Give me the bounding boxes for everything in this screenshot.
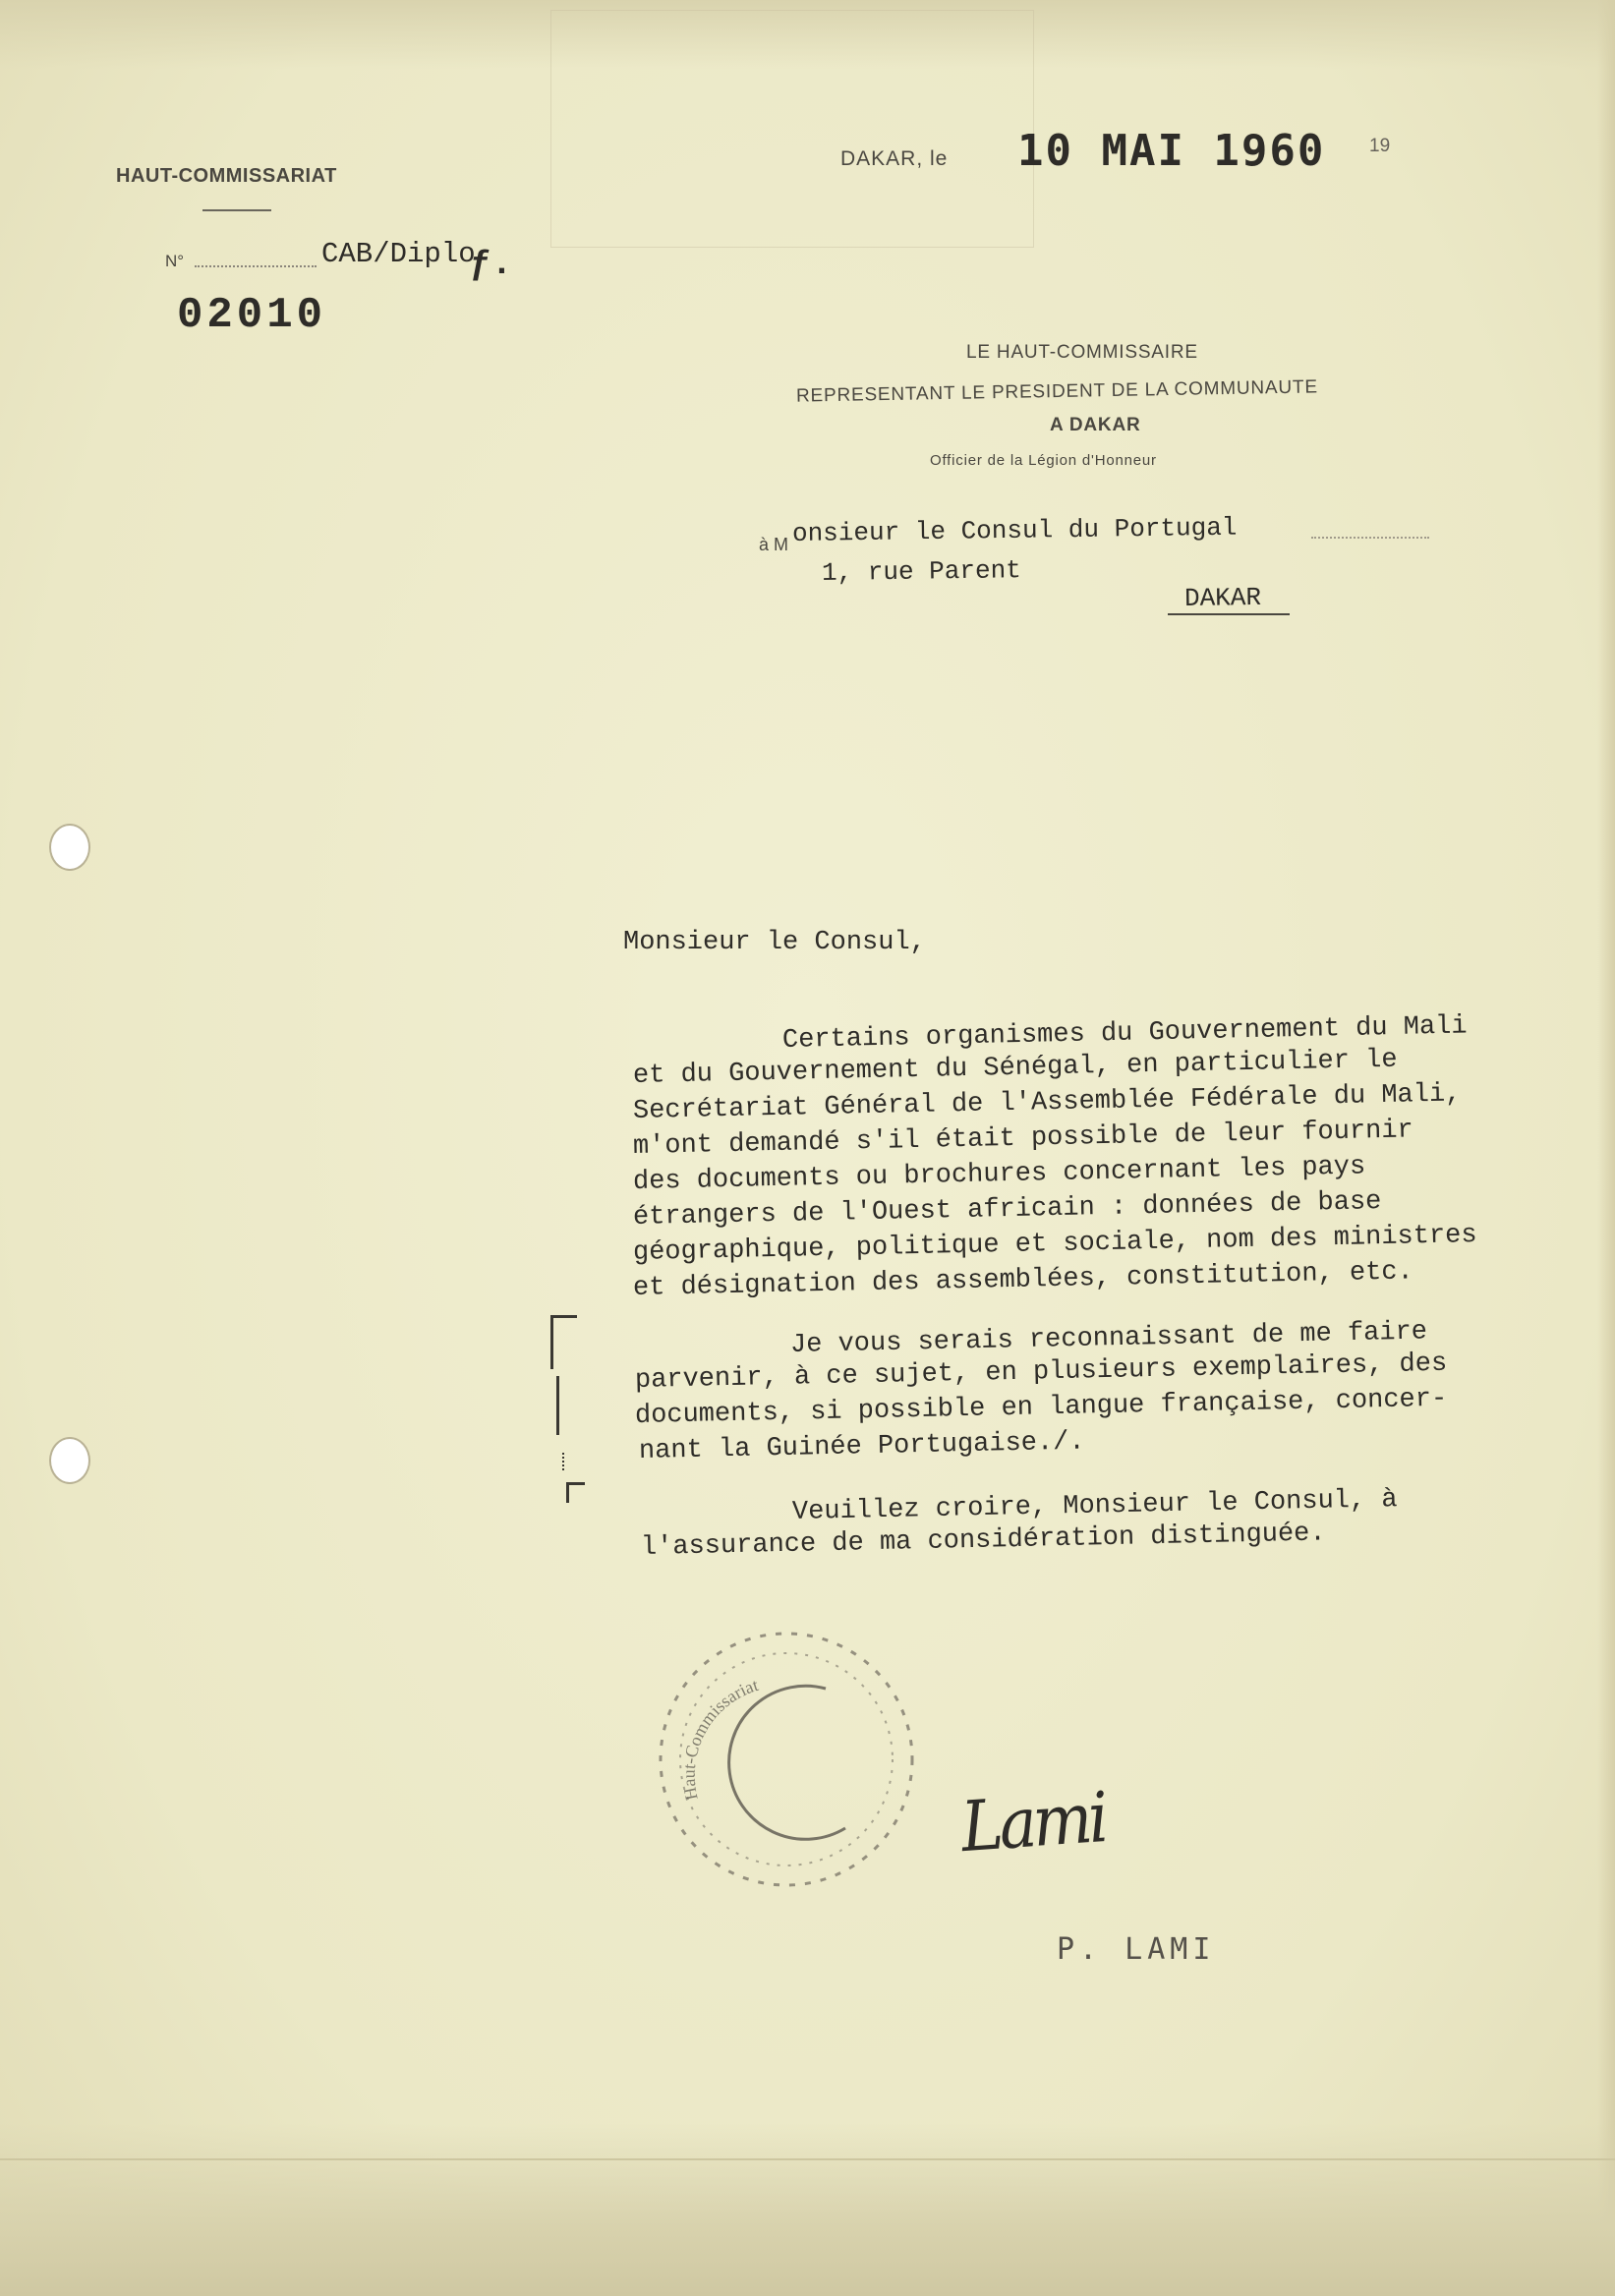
sender-location: A DAKAR [1050, 415, 1141, 435]
body-line: étrangers de l'Ouest africain : données de base [632, 1187, 1382, 1233]
paper-right-edge [1597, 0, 1615, 2296]
body-line: Secrétariat Général de l'Assemblée Fédérale du Mali, [632, 1079, 1462, 1126]
reference-number: 02010 [177, 291, 327, 340]
body-line: Certains organismes du Gouvernement du Mali [781, 1011, 1468, 1056]
place-date-prefix: DAKAR, le [840, 147, 949, 170]
body-line: et du Gouvernement du Sénégal, en particulier le [632, 1045, 1398, 1091]
sender-honour: Officier de la Légion d'Honneur [930, 452, 1157, 469]
sender-title: LE HAUT-COMMISSAIRE [966, 342, 1198, 363]
seal-text: Haut-Commissariat [678, 1674, 761, 1803]
date-stamp: 10 MAI 1960 [1017, 126, 1326, 176]
punch-hole-top [49, 824, 90, 871]
paper-bottom-edge [0, 2123, 1615, 2296]
paper-fold-line [0, 2158, 1615, 2160]
body-line: m'ont demandé s'il était possible de leur fournir [632, 1116, 1414, 1162]
sender-role: REPRESENTANT LE PRESIDENT DE LA COMMUNAUTE [795, 376, 1319, 407]
closing-line: l'assurance de ma considération distinguée. [640, 1519, 1326, 1563]
official-seal [639, 1612, 934, 1907]
body-line: nant la Guinée Portugaise./. [638, 1427, 1085, 1466]
body-line: des documents ou brochures concernant les pays [632, 1152, 1366, 1197]
body-line: parvenir, à ce sujet, en plusieurs exemplaires, des [634, 1349, 1448, 1396]
margin-bracket-top [550, 1315, 577, 1369]
addressee-city: DAKAR [1183, 582, 1262, 613]
signatory-name: P. LAMI [1057, 1932, 1216, 1967]
addressee-dotted-line [1311, 537, 1429, 539]
margin-bracket-dots [562, 1453, 564, 1470]
margin-bracket-middle [556, 1376, 559, 1435]
office-heading-rule [202, 209, 271, 211]
closing-line: Veuillez croire, Monsieur le Consul, à [791, 1485, 1398, 1527]
handwritten-signature: Lami [958, 1778, 1108, 1868]
number-label: N° [165, 252, 185, 270]
body-line: Je vous serais reconnaissant de me faire [789, 1317, 1428, 1360]
svg-text:Haut-Commissariat [679, 1675, 761, 1802]
margin-bracket-bottom [566, 1482, 585, 1503]
addressee-prefix: à M [759, 535, 789, 554]
addressee-city-underline [1168, 613, 1290, 615]
reference-suffix: CAB/Diplo [321, 238, 476, 270]
faded-stamp-box [550, 10, 1034, 248]
body-line: géographique, politique et sociale, nom des ministres [632, 1221, 1477, 1268]
addressee-name: onsieur le Consul du Portugal [791, 512, 1238, 548]
punch-hole-bottom [49, 1437, 90, 1484]
reference-handwritten-mark: ƒ. [470, 244, 513, 284]
salutation: Monsieur le Consul, [623, 928, 926, 957]
office-heading: HAUT-COMMISSARIAT [116, 165, 337, 187]
year-prefix: 19 [1369, 136, 1391, 156]
body-line: et désignation des assemblées, constitution, etc. [632, 1257, 1414, 1303]
number-dotted-line [195, 265, 317, 267]
addressee-street: 1, rue Parent [821, 555, 1022, 588]
body-line: documents, si possible en langue française, concer- [634, 1384, 1448, 1431]
